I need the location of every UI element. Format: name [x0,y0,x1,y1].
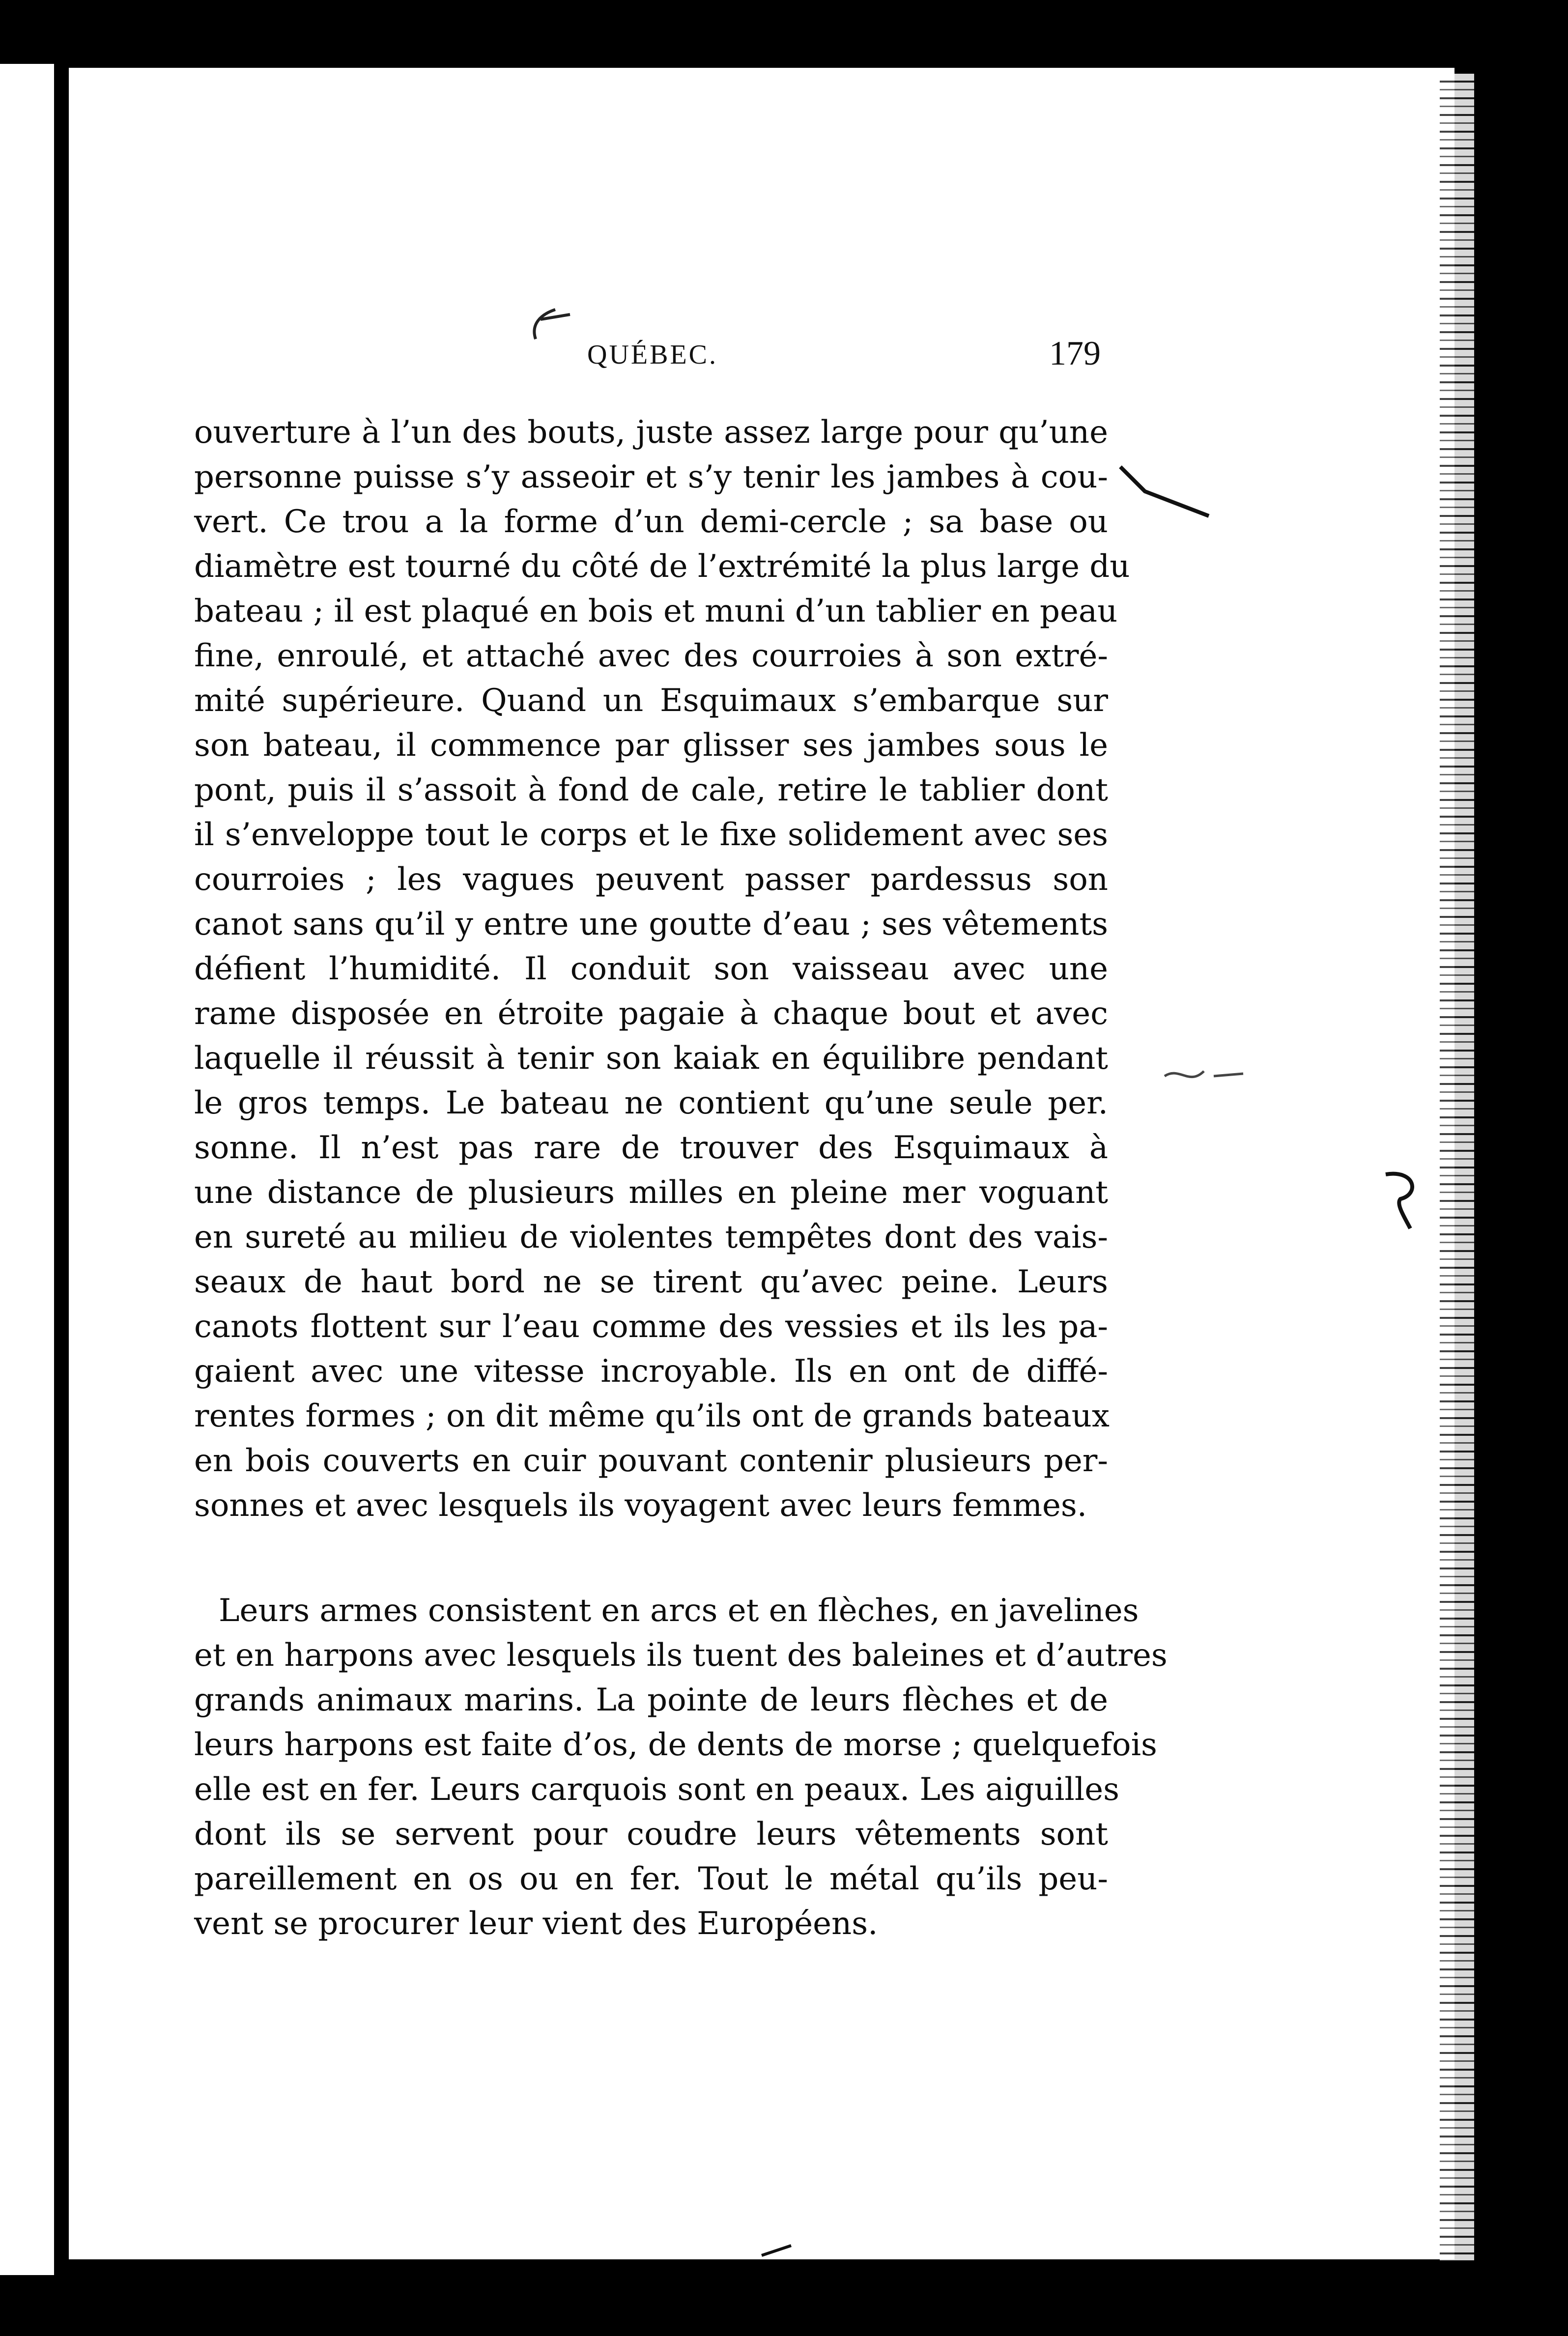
text-line: ouverture à l’un des bouts, juste assez large pour qu’une [194,414,1108,451]
text-line: une distance de plusieurs milles en pleine mer voguant [194,1174,1108,1211]
text-line: rentes formes ; on dit même qu’ils ont de grands bateaux [194,1398,1110,1434]
text-line: laquelle il réussit à tenir son kaiak en équilibre pendant [194,1040,1108,1077]
text-line: canot sans qu’il y entre une goutte d’eau ; ses vêtements [194,906,1108,942]
text-line: pont, puis il s’assoit à fond de cale, retire le tablier dont [194,772,1108,808]
text-line: sonnes et avec lesquels ils voyagent avec leurs femmes. [194,1487,1087,1524]
text-line: vert. Ce trou a la forme d’un demi-cercle ; sa base ou [194,504,1108,540]
text-line: en bois couverts en cuir pouvant contenir plusieurs per- [194,1443,1108,1479]
text-line: grands animaux marins. La pointe de leurs flèches et de [194,1682,1108,1718]
text-line: défient l’humidité. Il conduit son vaisseau avec une [194,951,1108,987]
text-line: fine, enroulé, et attaché avec des courroies à son extré- [194,638,1108,674]
text-line: leurs harpons est faite d’os, de dents de morse ; quelquefois [194,1727,1157,1763]
text-line: son bateau, il commence par glisser ses jambes sous le [194,727,1108,764]
text-line: et en harpons avec lesquels ils tuent des baleines et d’autres [194,1637,1168,1674]
text-line: pareillement en os ou en fer. Tout le métal qu’ils peu- [194,1861,1108,1897]
left-page-edge [0,64,54,2275]
page-edge-scan-artifact [1440,74,1474,2260]
text-line: en sureté au milieu de violentes tempêtes dont des vais- [194,1219,1108,1255]
text-line: personne puisse s’y asseoir et s’y tenir les jambes à cou- [194,459,1108,495]
text-line: diamètre est tourné du côté de l’extrémité la plus large du [194,548,1130,585]
pencil-mark-bottom [757,2241,796,2260]
pencil-mark-margin-hook [1376,1165,1425,1233]
page-number: 179 [1049,335,1101,372]
running-title: QUÉBEC. [587,340,718,370]
text-line: elle est en fer. Leurs carquois sont en peaux. Les aiguilles [194,1771,1119,1808]
text-line: rame disposée en étroite pagaie à chaque bout et avec [194,996,1108,1032]
text-line: courroies ; les vagues peuvent passer pardessus son [194,861,1108,898]
text-line: mité supérieure. Quand un Esquimaux s’embarque sur [194,683,1108,719]
text-line: dont ils se servent pour coudre leurs vêtements sont [194,1816,1108,1852]
text-line: Leurs armes consistent en arcs et en flèches, en javelines [219,1593,1139,1629]
paragraph-2 [194,1589,1168,1946]
pencil-mark-margin-mid [1160,1056,1248,1096]
text-line: sonne. Il n’est pas rare de trouver des Esquimaux à [194,1130,1108,1166]
text-line: il s’enveloppe tout le corps et le fixe solidement avec ses [194,817,1108,853]
text-line: bateau ; il est plaqué en bois et muni d’un tablier en peau [194,593,1118,629]
text-line: gaient avec une vitesse incroyable. Ils en ont de diffé- [194,1353,1108,1390]
paragraph-1 [194,410,1130,1528]
text-line: seaux de haut bord ne se tirent qu’avec peine. Leurs [194,1264,1108,1300]
text-line: canots flottent sur l’eau comme des vessies et ils les pa- [194,1309,1108,1345]
text-line: le gros temps. Le bateau ne contient qu’une seule per. [194,1085,1108,1121]
pencil-mark-margin-top [1115,457,1214,531]
text-line: vent se procurer leur vient des Européens. [194,1906,878,1942]
pencil-mark-header [521,305,575,349]
